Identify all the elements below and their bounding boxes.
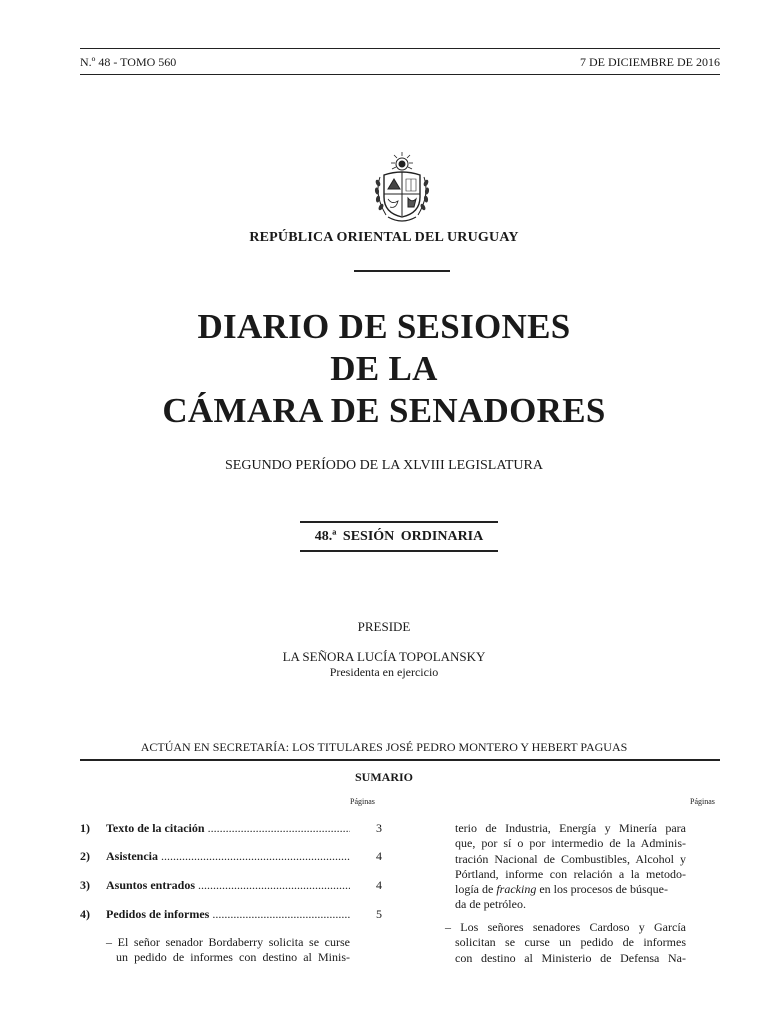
header-top-rule <box>80 48 720 49</box>
toc-item-number: 2) <box>80 849 90 863</box>
toc-item-page: 4 <box>376 878 382 892</box>
country-name: REPÚBLICA ORIENTAL DEL URUGUAY <box>249 230 519 245</box>
main-title-line-3: CÁMARA DE SENADORES <box>162 391 606 430</box>
paragraph-line: da de petróleo. <box>455 897 526 912</box>
toc-item-page: 5 <box>376 907 382 921</box>
paragraph-line: con destino al Ministerio de Defensa Na- <box>455 950 686 965</box>
presiding-officer-role: Presidenta en ejercicio <box>329 665 439 679</box>
pages-label-left: Páginas <box>350 797 375 806</box>
toc-item-pedidos[interactable] <box>80 907 382 923</box>
toc-subitem-cardoso-garcia <box>445 920 686 966</box>
paragraph-line: que, por sí o por intermedio de la Adminis- <box>455 836 686 851</box>
header-bottom-rule <box>80 74 720 75</box>
text-run: logía de <box>455 882 497 897</box>
paragraph-line: solicitan se curse un pedido de informes <box>455 935 686 950</box>
toc-item-number: 1) <box>80 821 90 835</box>
toc-item-label: Pedidos de informes ..... <box>106 907 350 922</box>
legislature-period: SEGUNDO PERÍODO DE LA XLVIII LEGISLATURA <box>225 458 543 473</box>
paragraph-line <box>455 882 686 897</box>
toc-item-asistencia[interactable] <box>80 849 382 865</box>
session-block <box>300 521 498 552</box>
text-run: en los procesos de búsque- <box>536 882 668 897</box>
issue-number: N.º 48 - TOMO 560 <box>80 55 177 69</box>
toc-item-label: Asistencia ..... <box>106 849 350 864</box>
sumario-heading: SUMARIO <box>354 770 413 784</box>
paragraph-line: – El señor senador Bordaberry solicita se curse <box>106 935 350 949</box>
toc-item-label: Asuntos entrados ..... <box>106 878 350 893</box>
session-bottom-rule <box>300 550 498 552</box>
coat-of-arms-icon <box>370 151 434 227</box>
toc-item-page: 3 <box>376 821 382 835</box>
pages-label-right: Páginas <box>690 797 715 806</box>
paragraph-line: – Los señores senadores Cardoso y García <box>445 920 686 934</box>
paragraph-line: tración Nacional de Combustibles, Alcohol y <box>455 851 686 866</box>
toc-item-citacion[interactable] <box>80 821 382 837</box>
toc-item-number: 3) <box>80 878 90 892</box>
preside-label: PRESIDE <box>357 619 411 634</box>
toc-item-page: 4 <box>376 849 382 863</box>
presiding-officer: LA SEÑORA LUCÍA TOPOLANSKY <box>282 649 486 664</box>
toc-item-number: 4) <box>80 907 90 921</box>
paragraph-line: un pedido de informes con destino al Minis- <box>116 950 350 965</box>
toc-item-asuntos[interactable] <box>80 878 382 894</box>
text-run-italic: fracking <box>496 882 537 897</box>
session-title: 48.ª SESIÓN ORDINARIA <box>314 529 484 544</box>
main-title-line-2: DE LA <box>330 349 438 388</box>
sumario-rule <box>80 759 720 761</box>
secretariat-line: ACTÚAN EN SECRETARÍA: LOS TITULARES JOSÉ PEDRO MONTERO Y HEBERT PAGUAS <box>140 740 628 754</box>
title-divider <box>354 270 450 272</box>
toc-subitem-continuation <box>455 821 686 913</box>
toc-item-label: Texto de la citación ..... <box>106 821 350 836</box>
issue-date: 7 DE DICIEMBRE DE 2016 <box>580 55 720 69</box>
toc-subitem-bordaberry <box>106 935 350 966</box>
paragraph-line: Pórtland, informe con relación a la metodo- <box>455 866 686 881</box>
main-title-line-1: DIARIO DE SESIONES <box>197 307 571 346</box>
paragraph-line: terio de Industria, Energía y Minería para <box>455 821 686 835</box>
